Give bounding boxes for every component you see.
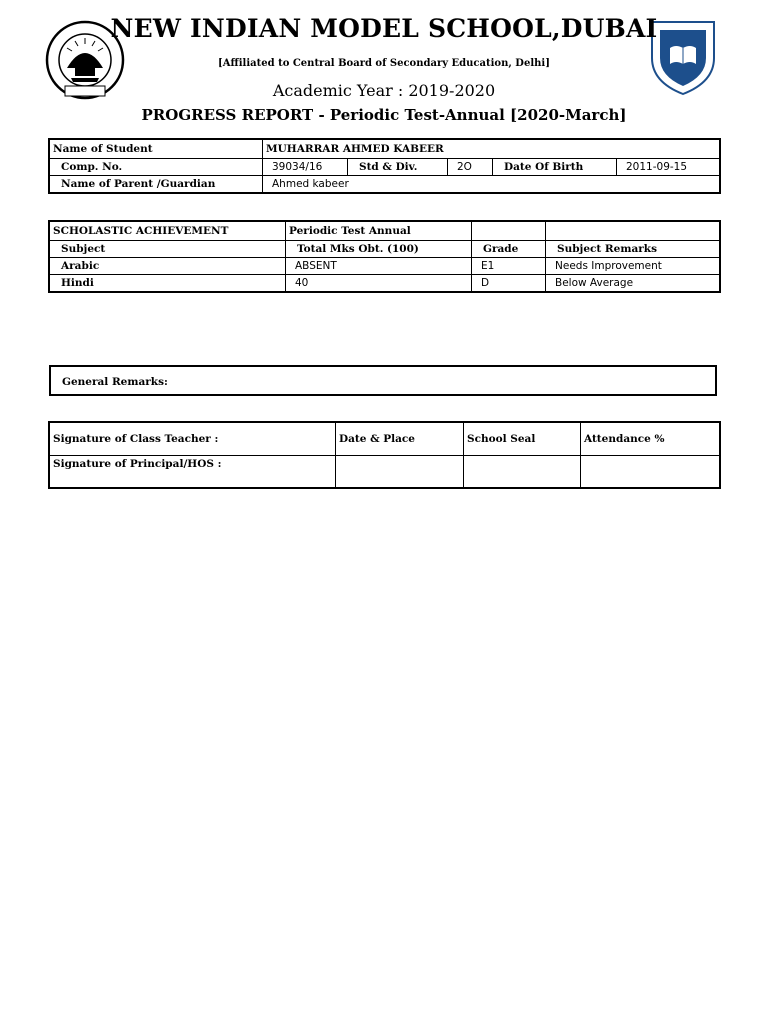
class-teacher-signature-label: Signature of Class Teacher : (50, 423, 336, 456)
student-name-value: MUHARRAR AHMED KABEER (263, 140, 720, 159)
marks-cell: 40 (286, 275, 472, 292)
principal-signature-label: Signature of Principal/HOS : (50, 456, 336, 488)
dob-value: 2011-09-15 (617, 159, 720, 176)
parent-label: Name of Parent /Guardian (50, 176, 263, 193)
parent-value: Ahmed kabeer (263, 176, 720, 193)
table-row (50, 275, 720, 292)
school-seal-cell (464, 456, 581, 488)
dob-label: Date Of Birth (493, 159, 617, 176)
grade-cell: E1 (472, 258, 546, 275)
general-remarks-label: General Remarks: (62, 376, 168, 388)
attendance-label: Attendance % (581, 423, 720, 456)
header-subject-remarks: Subject Remarks (546, 241, 720, 258)
comp-no-value: 39034/16 (263, 159, 348, 176)
date-place-label: Date & Place (336, 423, 464, 456)
general-remarks-box (49, 365, 717, 396)
header-grade: Grade (472, 241, 546, 258)
attendance-cell (581, 456, 720, 488)
empty-cell (472, 222, 546, 241)
scholastic-table (49, 221, 720, 292)
report-title: PROGRESS REPORT - Periodic Test-Annual [2020-March] (141, 106, 627, 124)
affiliation-text: [Affiliated to Central Board of Secondary Education, Delhi] (218, 58, 550, 69)
student-info-table (49, 139, 720, 193)
school-name: NEW INDIAN MODEL SCHOOL,DUBAI (110, 14, 658, 43)
school-seal-label: School Seal (464, 423, 581, 456)
marks-cell: ABSENT (286, 258, 472, 275)
table-row (50, 258, 720, 275)
empty-cell (546, 222, 720, 241)
student-name-label: Name of Student (50, 140, 263, 159)
grade-cell: D (472, 275, 546, 292)
std-div-value: 2O (448, 159, 493, 176)
academic-year: Academic Year : 2019-2020 (272, 81, 496, 100)
exam-label: Periodic Test Annual (286, 222, 472, 241)
header-total-marks: Total Mks Obt. (100) (286, 241, 472, 258)
std-div-label: Std & Div. (348, 159, 448, 176)
scholastic-section-label: SCHOLASTIC ACHIEVEMENT (50, 222, 286, 241)
comp-no-label: Comp. No. (50, 159, 263, 176)
signature-table (49, 422, 720, 488)
subject-cell: Arabic (50, 258, 286, 275)
remarks-cell: Below Average (546, 275, 720, 292)
subject-cell: Hindi (50, 275, 286, 292)
header-subject: Subject (50, 241, 286, 258)
date-place-cell (336, 456, 464, 488)
remarks-cell: Needs Improvement (546, 258, 720, 275)
